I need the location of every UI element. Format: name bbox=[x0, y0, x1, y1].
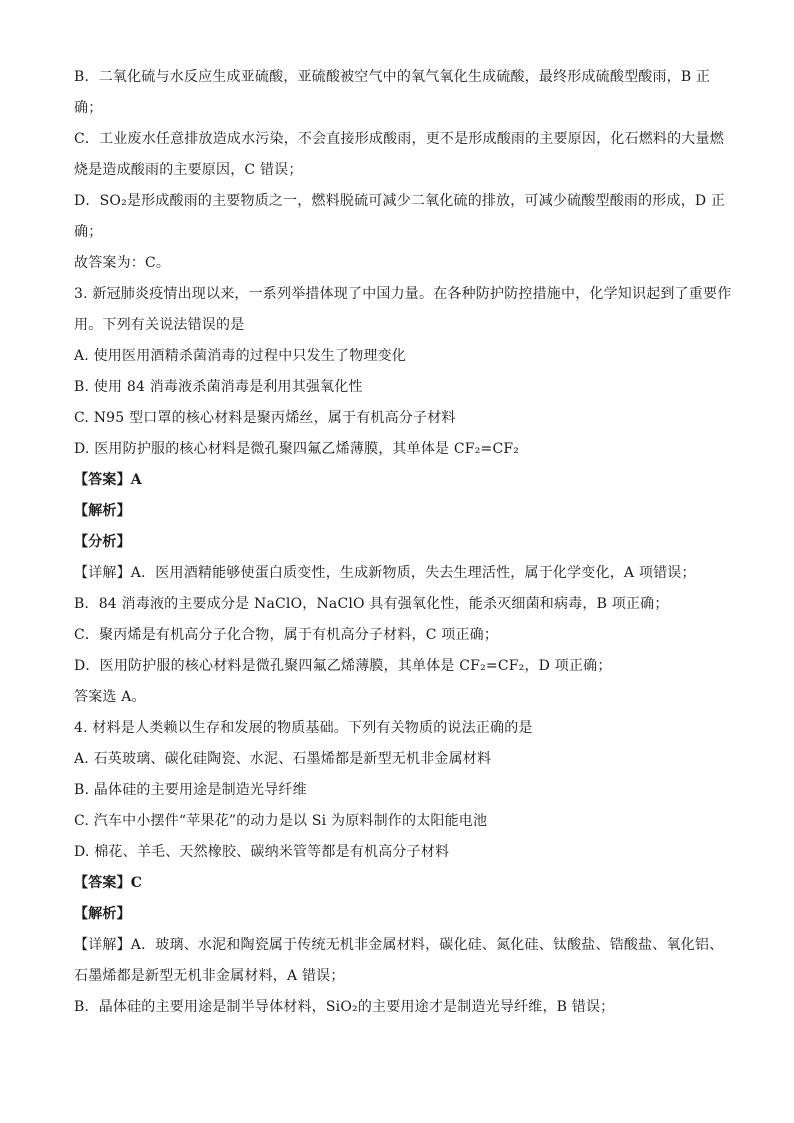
detail-line: B．84 消毒液的主要成分是 NaClO，NaClO 具有强氧化性，能杀灭细菌和病毒，B 项正确； bbox=[74, 596, 669, 612]
option-b: B. 使用 84 消毒液杀菌消毒是利用其强氧化性 bbox=[74, 379, 363, 395]
detail-line: B．晶体硅的主要用途是制半导体材料，SiO₂的主要用途才是制造光导纤维，B 错误； bbox=[74, 999, 615, 1015]
answer-line: 答案选 A。 bbox=[74, 689, 146, 705]
detail-line: D．医用防护服的核心材料是微孔聚四氟乙烯薄膜，其单体是 CF₂=CF₂，D 项正确； bbox=[74, 658, 612, 674]
detail-line: 【详解】A．玻璃、水泥和陶瓷属于传统无机非金属材料，碳化硅、氮化硅、钛酸盐、锆酸盐、氧化铝、 bbox=[74, 937, 724, 953]
detail-line: C．聚丙烯是有机高分子化合物，属于有机高分子材料，C 项正确； bbox=[74, 627, 499, 643]
text-line: C．工业废水任意排放造成水污染，不会直接形成酸雨，更不是形成酸雨的主要原因，化石燃料的大量燃 bbox=[74, 131, 724, 147]
text-line: B．二氧化硫与水反应生成亚硫酸，亚硫酸被空气中的氧气氧化生成硫酸，最终形成硫酸型酸雨，B 正 bbox=[74, 69, 711, 85]
option-a: A. 使用医用酒精杀菌消毒的过程中只发生了物理变化 bbox=[74, 348, 407, 364]
option-c: C. 汽车中小摆件“苹果花”的动力是以 Si 为原料制作的太阳能电池 bbox=[74, 813, 488, 829]
detail-line: 石墨烯都是新型无机非金属材料，A 错误； bbox=[74, 968, 345, 984]
text-line: D．SO₂是形成酸雨的主要物质之一，燃料脱硫可减少二氧化硫的排放，可减少硫酸型酸雨的形成，D 正 bbox=[74, 193, 726, 209]
answer-label: 【答案】A bbox=[74, 472, 142, 488]
question-stem: 用。下列有关说法错误的是 bbox=[74, 317, 245, 333]
question-stem: 3. 新冠肺炎疫情出现以来，一系列举措体现了中国力量。在各种防护防控措施中，化学知识起到了重要作 bbox=[74, 286, 732, 302]
text-line: 确； bbox=[74, 100, 103, 116]
answer-label: 【答案】C bbox=[74, 875, 143, 891]
analysis-label: 【解析】 bbox=[74, 906, 131, 922]
option-d: D. 棉花、羊毛、天然橡胶、碳纳米管等都是有机高分子材料 bbox=[74, 844, 450, 860]
option-c: C. N95 型口罩的核心材料是聚丙烯丝，属于有机高分子材料 bbox=[74, 410, 456, 426]
option-b: B. 晶体硅的主要用途是制造光导纤维 bbox=[74, 782, 307, 798]
analysis-sub-label: 【分析】 bbox=[74, 534, 131, 550]
question-stem: 4. 材料是人类赖以生存和发展的物质基础。下列有关物质的说法正确的是 bbox=[74, 720, 533, 736]
text-line: 烧是造成酸雨的主要原因，C 错误； bbox=[74, 162, 303, 178]
option-a: A. 石英玻璃、碳化硅陶瓷、水泥、石墨烯都是新型无机非金属材料 bbox=[74, 751, 492, 767]
detail-line: 【详解】A．医用酒精能够使蛋白质变性，生成新物质，失去生理活性，属于化学变化，A 项错误； bbox=[74, 565, 696, 581]
text-line: 确； bbox=[74, 224, 103, 240]
analysis-label: 【解析】 bbox=[74, 503, 131, 519]
option-d: D. 医用防护服的核心材料是微孔聚四氟乙烯薄膜，其单体是 CF₂=CF₂ bbox=[74, 441, 520, 457]
answer-line: 故答案为：C。 bbox=[74, 255, 171, 271]
